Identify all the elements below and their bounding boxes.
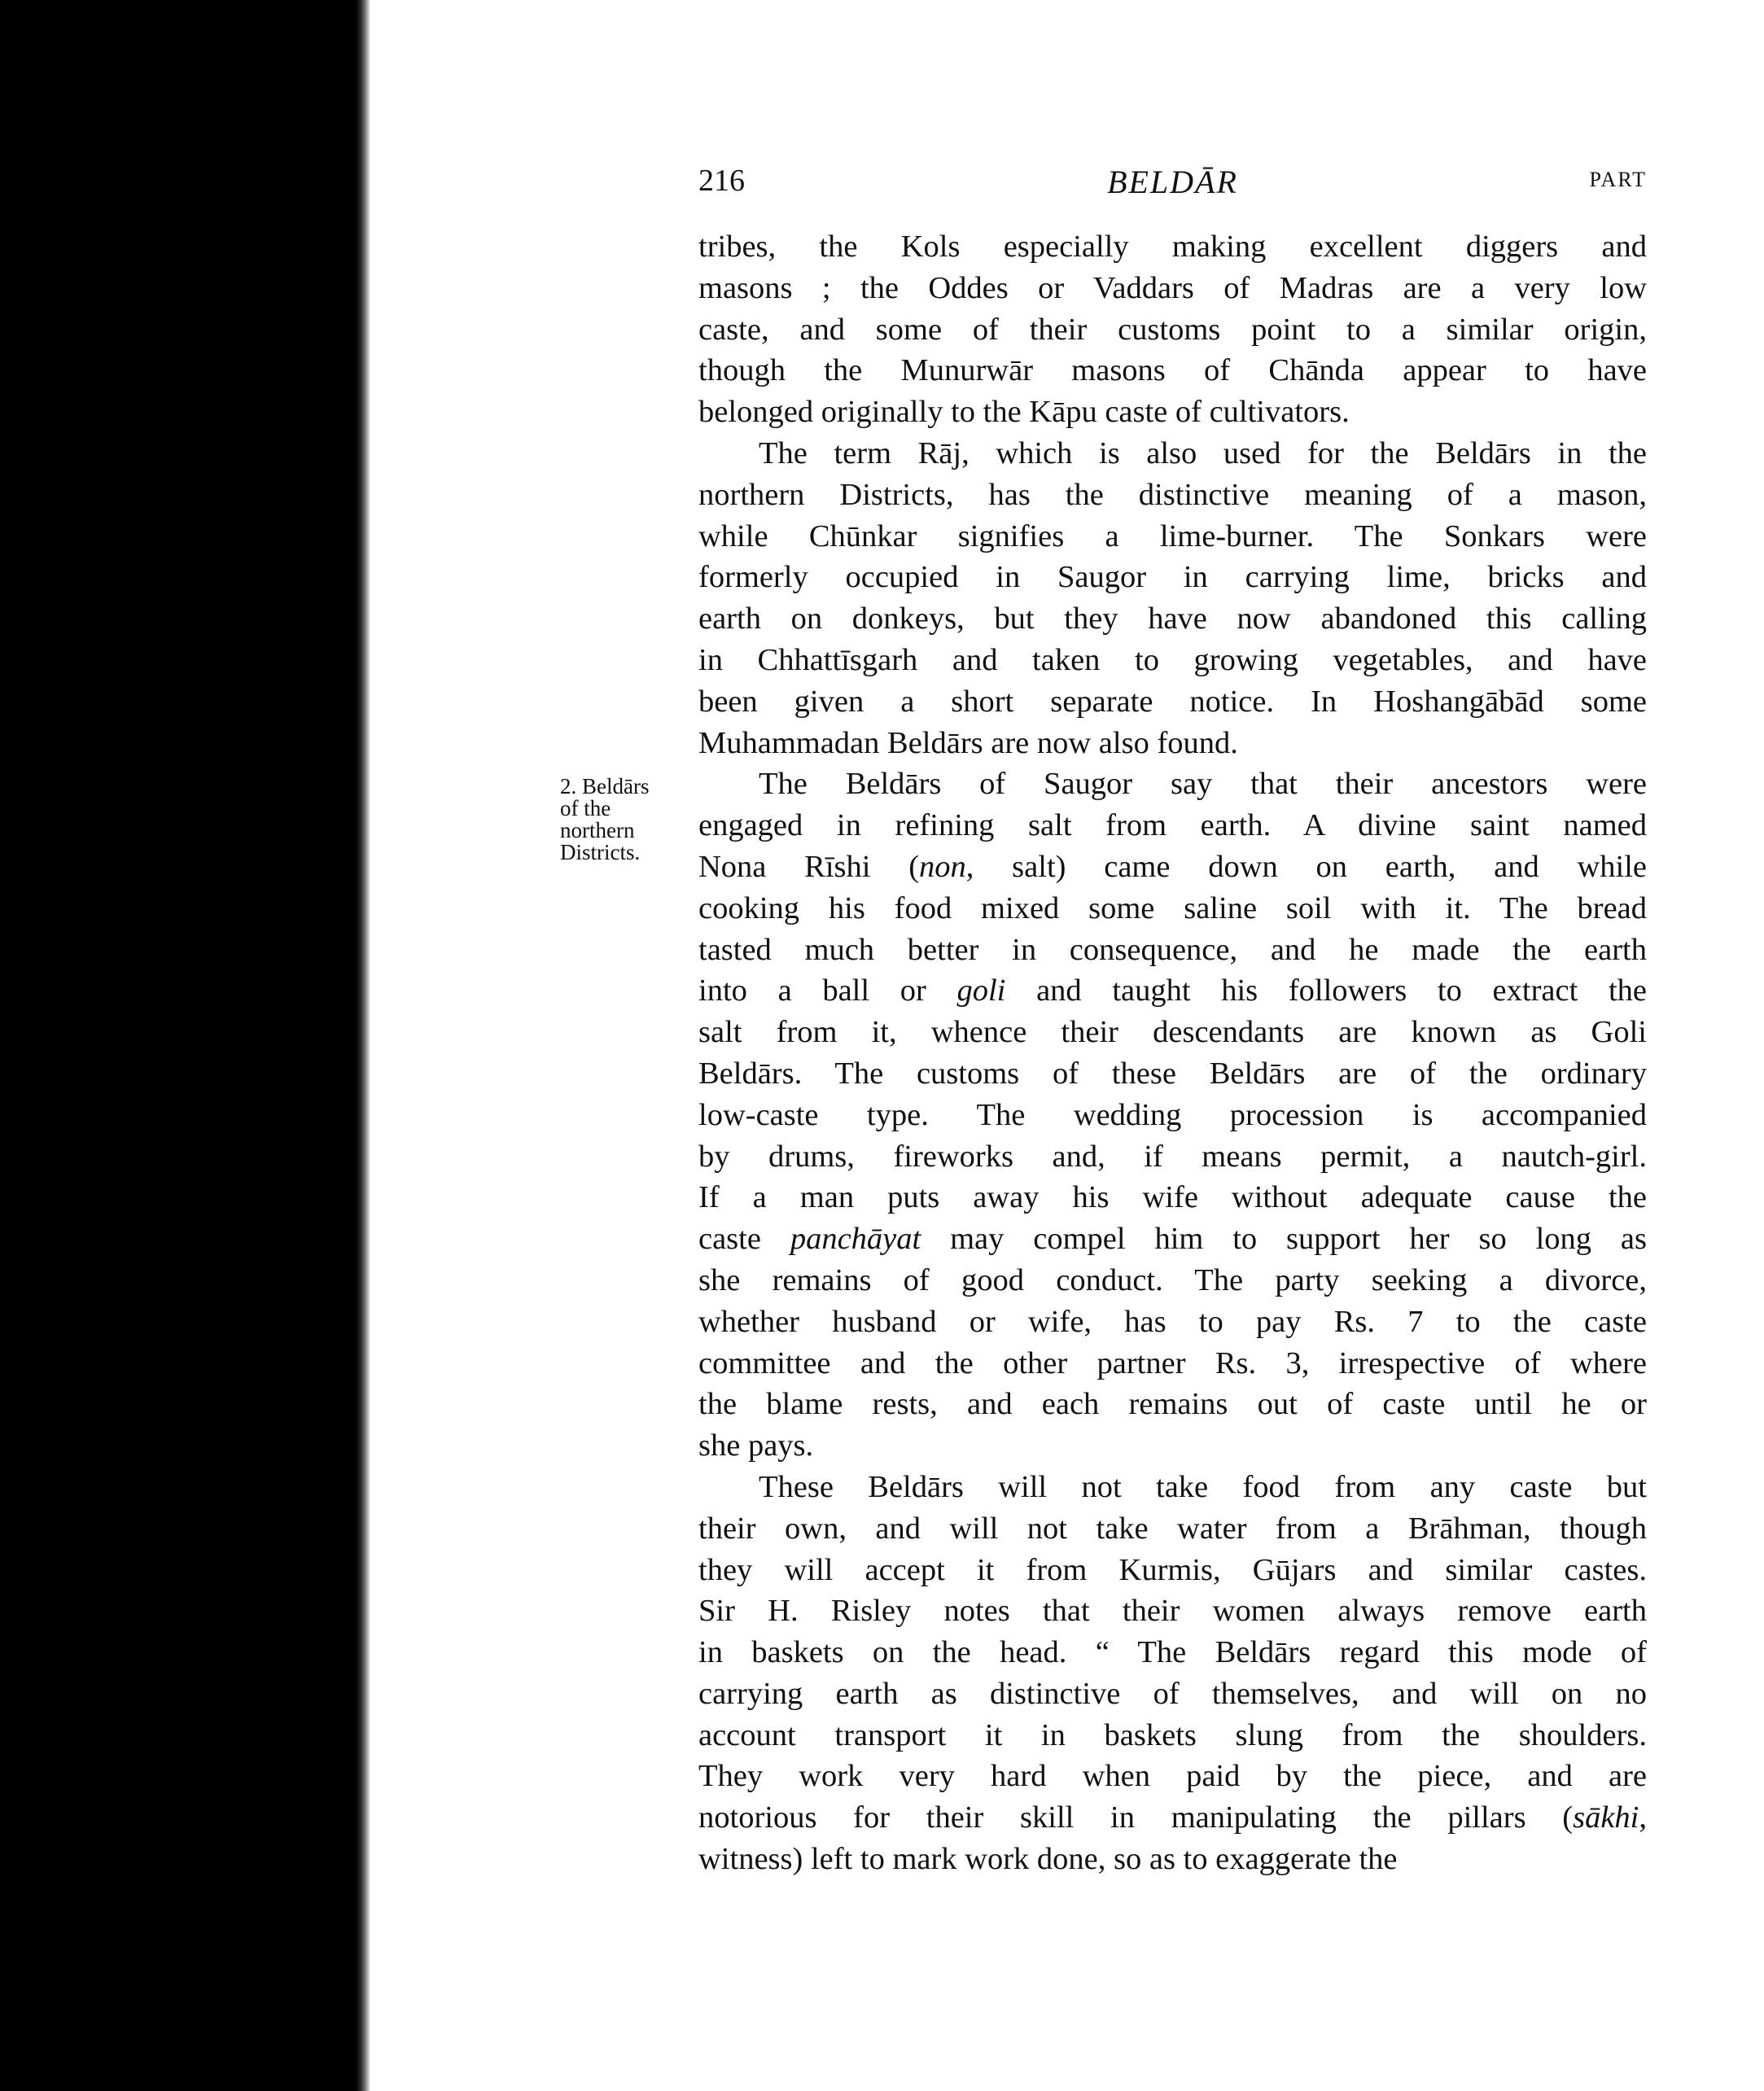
- sidenote-line: 2. Beldārs: [560, 774, 650, 798]
- text-line: into a ball or goli and taught his followers to extract the: [698, 973, 1647, 1008]
- text-line: If a man puts away his wife without adequate cause the: [698, 1180, 1647, 1215]
- text-line: notorious for their skill in manipulating the pillars (sākhi,: [698, 1800, 1647, 1835]
- sidenote-line: Districts.: [560, 840, 641, 864]
- text-line: belonged originally to the Kāpu caste of cultivators.: [698, 395, 1350, 430]
- text-line: in Chhattīsgarh and taken to growing vegetables, and have: [698, 642, 1647, 677]
- text-line: engaged in refining salt from earth. A divine saint named: [698, 808, 1647, 843]
- text-line: The Beldārs of Saugor say that their ancestors were: [759, 767, 1647, 802]
- text-line: Beldārs. The customs of these Beldārs are of the ordinary: [698, 1056, 1647, 1091]
- text-line: their own, and will not take water from a Brāhman, though: [698, 1511, 1647, 1546]
- text-line: witness) left to mark work done, so as to exaggerate the: [698, 1842, 1398, 1877]
- text-line: they will accept it from Kurmis, Gūjars and similar castes.: [698, 1552, 1647, 1587]
- paragraph: [698, 1467, 1647, 1880]
- text-line: the blame rests, and each remains out of caste until he or: [698, 1387, 1647, 1422]
- text-line: though the Munurwār masons of Chānda appear to have: [698, 353, 1647, 388]
- margin-sidenote: [560, 776, 682, 864]
- text-line: Nona Rīshi (non, salt) came down on earth, and while: [698, 849, 1647, 884]
- text-line: cooking his food mixed some saline soil with it. The bread: [698, 890, 1647, 925]
- text-line: earth on donkeys, but they have now abandoned this calling: [698, 601, 1647, 636]
- text-line: in baskets on the head. “ The Beldārs regard this mode of: [698, 1635, 1647, 1670]
- part-label: PART: [1589, 168, 1647, 191]
- text-line: whether husband or wife, has to pay Rs. 7 to the caste: [698, 1304, 1647, 1339]
- text-line: caste panchāyat may compel him to support her so long as: [698, 1222, 1647, 1257]
- text-line: caste, and some of their customs point to a similar origin,: [698, 312, 1647, 347]
- text-line: she remains of good conduct. The party seeking a divorce,: [698, 1262, 1647, 1297]
- text-line: tasted much better in consequence, and he made the earth: [698, 932, 1647, 967]
- text-line: Sir H. Risley notes that their women always remove earth: [698, 1594, 1647, 1629]
- paragraph: [698, 226, 1647, 433]
- text-line: northern Districts, has the distinctive meaning of a mason,: [698, 477, 1647, 512]
- text-line: The term Rāj, which is also used for the Beldārs in the: [759, 435, 1647, 470]
- text-line: carrying earth as distinctive of themselves, and will on no: [698, 1676, 1647, 1711]
- sidenote-line: northern: [560, 818, 635, 842]
- text-line: she pays.: [698, 1428, 814, 1463]
- text-line: been given a short separate notice. In Hoshangābād some: [698, 684, 1647, 719]
- text-line: tribes, the Kols especially making excellent diggers and: [698, 230, 1647, 264]
- page-header: [698, 163, 1647, 203]
- text-line: They work very hard when paid by the piece, and are: [698, 1759, 1647, 1794]
- text-line: while Chūnkar signifies a lime-burner. The Sonkars were: [698, 518, 1647, 553]
- text-line: salt from it, whence their descendants are known as Goli: [698, 1015, 1647, 1050]
- book-binding-edge: [0, 0, 370, 2091]
- sidenote-line: of the: [560, 796, 611, 820]
- text-line: account transport it in baskets slung from the shoulders.: [698, 1717, 1647, 1752]
- body-text: [698, 226, 1647, 1880]
- page-number: 216: [698, 164, 745, 198]
- text-line: masons ; the Oddes or Vaddars of Madras are a very low: [698, 270, 1647, 305]
- paragraph: [698, 763, 1647, 1467]
- text-line: formerly occupied in Saugor in carrying lime, bricks and: [698, 560, 1647, 595]
- text-line: low-caste type. The wedding procession is accompanied: [698, 1097, 1647, 1132]
- text-line: These Beldārs will not take food from any caste but: [759, 1469, 1647, 1504]
- paragraph: [698, 433, 1647, 763]
- text-line: committee and the other partner Rs. 3, irrespective of where: [698, 1345, 1647, 1380]
- text-line: by drums, fireworks and, if means permit, a nautch-girl.: [698, 1139, 1647, 1174]
- text-line: Muhammadan Beldārs are now also found.: [698, 725, 1238, 760]
- running-title: BELDĀR: [1107, 164, 1238, 200]
